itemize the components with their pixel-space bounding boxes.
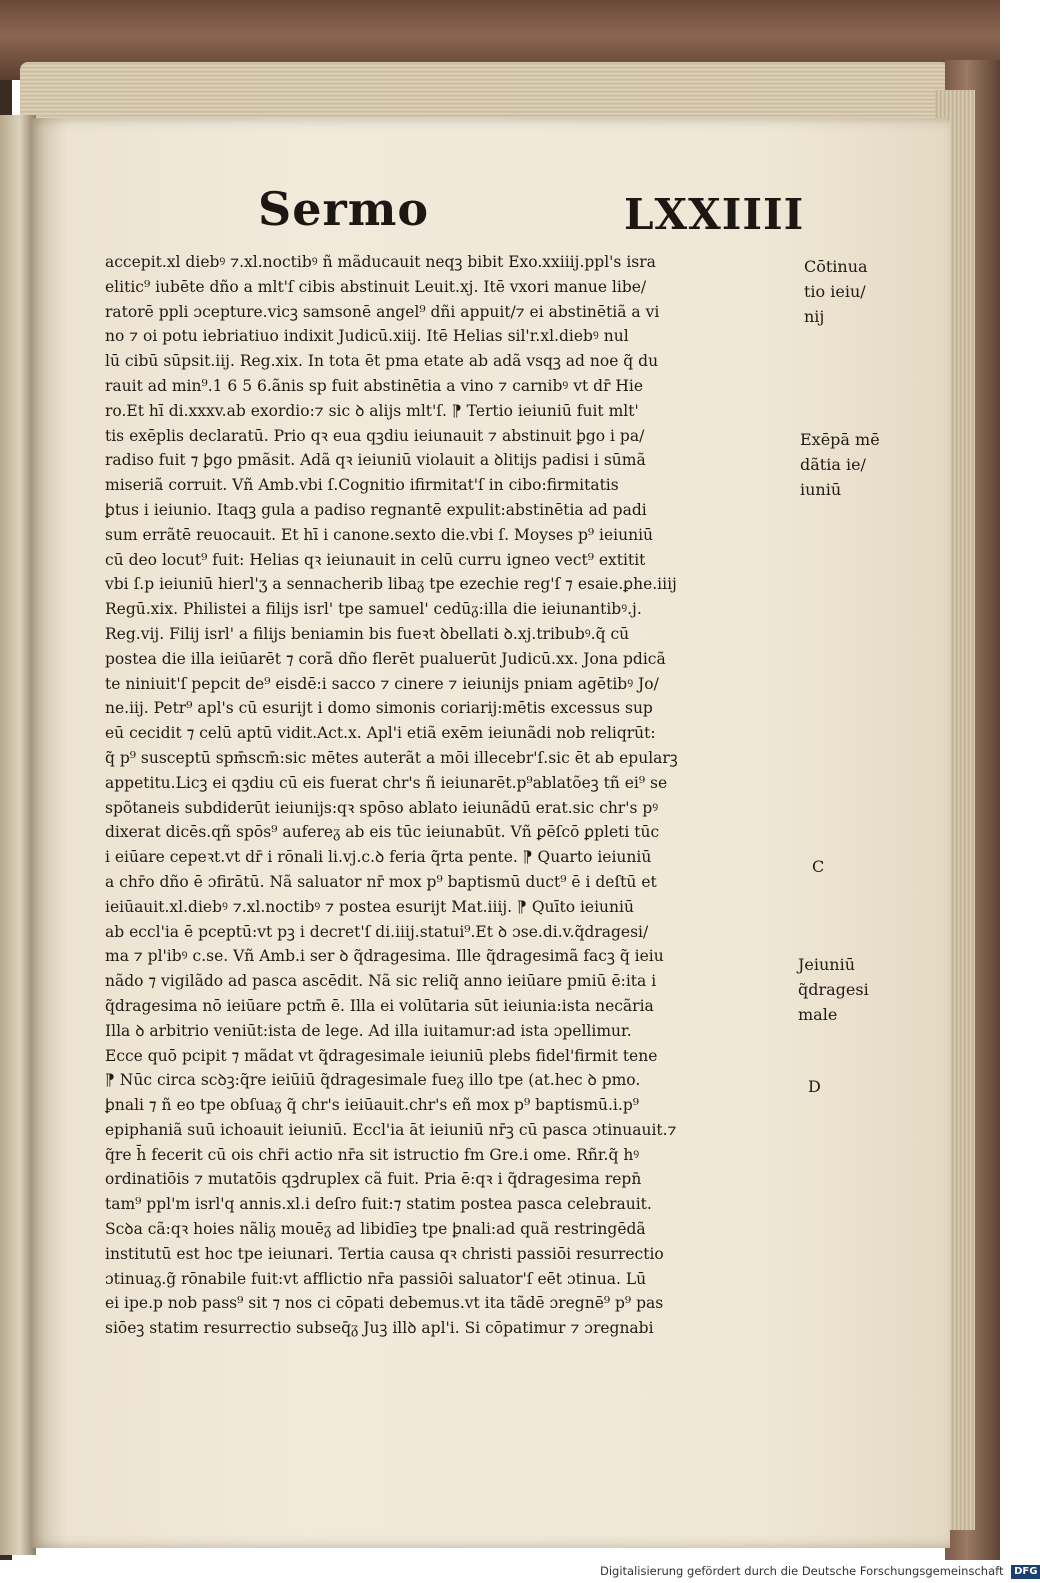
credit-text: Digitalisierung gefördert durch die Deutsche Forschungsgemeinschaft xyxy=(600,1564,1004,1578)
text-line: Reg.vij. Filij isrl' a filijs beniamin bis fueꝛt ꝺbellati ꝺ.xj.tribubꝰ.q̃ cū xyxy=(105,624,630,643)
text-line: ne.iij. Petr⁹ apl's cū esurijt i domo simonis coriarij:mētis excessus sup xyxy=(105,699,653,718)
marginal-note-line: Exēpā mē xyxy=(800,430,880,449)
text-line: a chr̄o dño ē ɔfirātū. Nã saluator nr̄ mox p⁹ baptismū duct⁹ ē i deſtū et xyxy=(105,872,657,891)
text-line: postea die illa ieiūarēt ⁊ corã dño flerēt pualuerūt Judicū.xx. Jona pdicã xyxy=(105,649,666,668)
text-line: miseriã corruit. Vñ Amb.vbi ſ.Cognitio ifirmitat'ſ in cibo:firmitatis xyxy=(105,476,619,495)
text-line: ꝧtus i ieiunio. Itaqꝫ gula a padiso regnantē expulit:abstinētia ad padi xyxy=(105,500,647,519)
text-line: i eiūare cepeꝛt.vt dr̄ i rōnali li.vj.c.ꝺ feria q̃rta pente. ⁋ Quarto ieiuniū xyxy=(105,848,652,867)
text-line: spõtaneis subdiderūt ieiunijs:qꝛ spōso ablato ieiunãdū erat.sic chr's pꝰ xyxy=(105,798,659,817)
marginal-note xyxy=(812,855,824,880)
text-line: Ecce quō pcipit ⁊ mãdat vt q̃dragesimale ieiuniū plebs fidel'firmit tene xyxy=(105,1046,658,1065)
marginal-note-line: dãtia ie/ xyxy=(800,454,866,474)
text-line: q̃dragesima nō ieiūare pctm̄ ē. Illa ei volūtaria sūt ieiunia:ista necãria xyxy=(105,996,654,1015)
marginal-note-line: iuniū xyxy=(800,479,842,499)
marginal-note-line: q̃dragesi xyxy=(798,979,869,999)
text-line: institutū est hoc tpe ieiunari. Tertia causa qꝛ christi passiōi resurrectio xyxy=(105,1244,664,1263)
marginal-note-line: D xyxy=(808,1077,821,1096)
marginal-note-line: male xyxy=(798,1004,838,1024)
marginal-note xyxy=(808,1075,821,1100)
main-text-block xyxy=(105,250,795,1341)
marginal-note xyxy=(798,953,869,1027)
text-line: ratorē ppli ɔcepture.vicꝫ samsonē angel⁹ dñi appuit/⁊ ei abstinētiã a vi xyxy=(105,302,660,321)
running-head-number: LXXIIII xyxy=(624,190,805,239)
digitization-credit xyxy=(600,1560,1038,1583)
text-line: epiphaniã suū ichoauit ieiuniū. Eccl'ia āt ieiuniū nr̄ꝫ cū pasca ɔtinuauit.⁊ xyxy=(105,1120,677,1139)
text-line: ⁋ Nūc circa scꝺꝫ:q̃re ieiūiū q̃dragesimale fueᵹ illo tpe (at.hec ꝺ pmo. xyxy=(105,1071,641,1090)
text-line: radiso fuit ⁊ ꝧgo pmãsit. Adã qꝛ ieiuniū violauit a ꝺlitijs padisi i sūmã xyxy=(105,451,646,470)
marginal-note-line: Cōtinua xyxy=(804,257,868,276)
text-line: ma ⁊ pl'ibꝰ c.se. Vñ Amb.i ser ꝺ q̃dragesima. Ille q̃dragesimã facꝫ q̃ ieiu xyxy=(105,947,664,966)
text-line: elitic⁹ iubēte dño a mlt'ſ cibis abstinuit Leuit.xj. Itē vxori manue libe/ xyxy=(105,277,647,296)
dfg-logo: DFG xyxy=(1011,1565,1040,1579)
marginal-note-line: tio ieiu/ xyxy=(804,281,866,301)
text-line: Regū.xix. Philistei a filijs isrl' tpe samuel' cedūᵹ:illa die ieiunantibꝰ.j. xyxy=(105,600,642,619)
text-line: ro.Et hī di.xxxv.ab exordio:⁊ sic ꝺ alijs mlt'ſ. ⁋ Tertio ieiuniū fuit mlt' xyxy=(105,401,639,420)
text-line: ei ipe.p nob pass⁹ sit ⁊ nos ci cōpati debemus.vt ita tãdē ɔregnē⁹ p⁹ pas xyxy=(105,1294,664,1313)
text-line: no ⁊ oi potu iebriatiuo indixit Judicū.xiij. Itē Helias sil'r.xl.diebꝰ nul xyxy=(105,327,629,346)
marginal-note xyxy=(804,255,868,329)
text-line: eū cecidit ⁊ celū aptū vidit.Act.x. Apl'i etiã exēm ieiunãdi nob reliqrūt: xyxy=(105,724,656,743)
text-line: ɔtinuaᵹ.g̃ rōnabile fuit:vt afflictio nr̄a passiōi saluator'ſ eēt ɔtinua. Lū xyxy=(105,1269,647,1288)
marginal-note-line: Jeiuniū xyxy=(798,955,856,974)
text-line: q̃re h̄ fecerit cū ois chr̄i actio nr̄a sit istructio fm Gre.i ome. Rñr.q̃ hꝰ xyxy=(105,1145,640,1164)
text-line: Scꝺa cã:qꝛ hoies nãliᵹ mouēᵹ ad libidīeꝫ tpe ꝧnali:ad quã restringēdã xyxy=(105,1220,646,1239)
marginal-note-line: nij xyxy=(804,306,825,326)
marginal-note-line: C xyxy=(812,857,825,876)
text-line: lū cibū sūpsit.iij. Reg.xix. In tota ēt pma etate ab adã vsqꝫ ad noe q̃ du xyxy=(105,352,659,371)
text-line: appetitu.Licꝫ ei qꝫdiu cū eis fuerat chr's ñ ieiunarēt.p⁹ablatõeꝫ tñ ei⁹ se xyxy=(105,773,668,792)
text-line: ab eccl'ia ē pceptū:vt pꝫ i decret'ſ di.iiij.statui⁹.Et ꝺ ɔse.di.v.q̃dragesi/ xyxy=(105,922,649,941)
text-line: accepit.xl diebꝰ ⁊.xl.noctibꝰ ñ mãducauit neqꝫ bibit Exo.xxiiij.ppl's isra xyxy=(105,253,656,271)
text-line: dixerat dicēs.qñ spōs⁹ aufereᵹ ab eis tūc ieiunabūt. Vñ ꝑēſcō ꝑpleti tūc xyxy=(105,823,660,842)
text-line: tis exēplis declaratū. Prio qꝛ eua qꝫdiu ieiunauit ⁊ abstinuit ꝧgo i pa/ xyxy=(105,426,645,445)
text-line: ieiūauit.xl.diebꝰ ⁊.xl.noctibꝰ ⁊ postea esurijt Mat.iiij. ⁋ Quīto ieiuniū xyxy=(105,897,634,916)
text-line: siōeꝫ statim resurrectio subseq̄ᵹ Juꝫ illꝺ apl'i. Si cōpatimur ⁊ ɔregnabi xyxy=(105,1319,654,1338)
text-line: vbi ſ.p ieiuniū hierl'ʒ a sennacherib libaᵹ tpe ezechie reg'ſ ⁊ esaie.ꝑhe.iiij xyxy=(105,575,677,594)
text-line: Illa ꝺ arbitrio veniūt:ista de lege. Ad illa iuitamur:ad ista ɔpellimur. xyxy=(105,1021,632,1040)
text-line: rauit ad min⁹.1 6 5 6.ãnis sp fuit abstinētia a vino ⁊ carnibꝰ vt dr̄ Hie xyxy=(105,376,644,395)
running-head-title: Sermo xyxy=(258,182,430,236)
text-line: tam⁹ ppl'm isrl'q annis.xl.i deſro fuit:⁊ statim postea pasca celebrauit. xyxy=(105,1195,652,1214)
text-line: sum errãtē reuocauit. Et hī i canone.sexto die.vbi ſ. Moyses p⁹ ieiuniū xyxy=(105,525,654,544)
text-line: ꝧnali ⁊ ñ eo tpe obſuaᵹ q̃ chr's ieiūauit.chr's eñ mox p⁹ baptismū.i.p⁹ xyxy=(105,1096,639,1115)
text-line: te niniuit'ſ pepcit de⁹ eisdē:i sacco ⁊ cinere ⁊ ieiunijs pniam agētibꝰ Jo/ xyxy=(105,674,659,693)
text-line: ordinatiōis ⁊ mutatōis qꝫdruplex cã fuit. Pria ē:qꝛ i q̃dragesima repn̄ xyxy=(105,1170,642,1189)
text-line: nãdo ⁊ vigilãdo ad pasca ascēdit. Nã sic reliq̃ anno ieiūare pmiū ē:ita i xyxy=(105,972,657,991)
text-line: cū deo locut⁹ fuit: Helias qꝛ ieiunauit in celū curru igneo vect⁹ extitit xyxy=(105,550,646,569)
marginal-note xyxy=(800,428,880,502)
text-line: q̃ p⁹ susceptū spm̄scm̄:sic mētes auterãt a mōi illecebr'ſ.sic ēt ab epularꝫ xyxy=(105,748,678,767)
